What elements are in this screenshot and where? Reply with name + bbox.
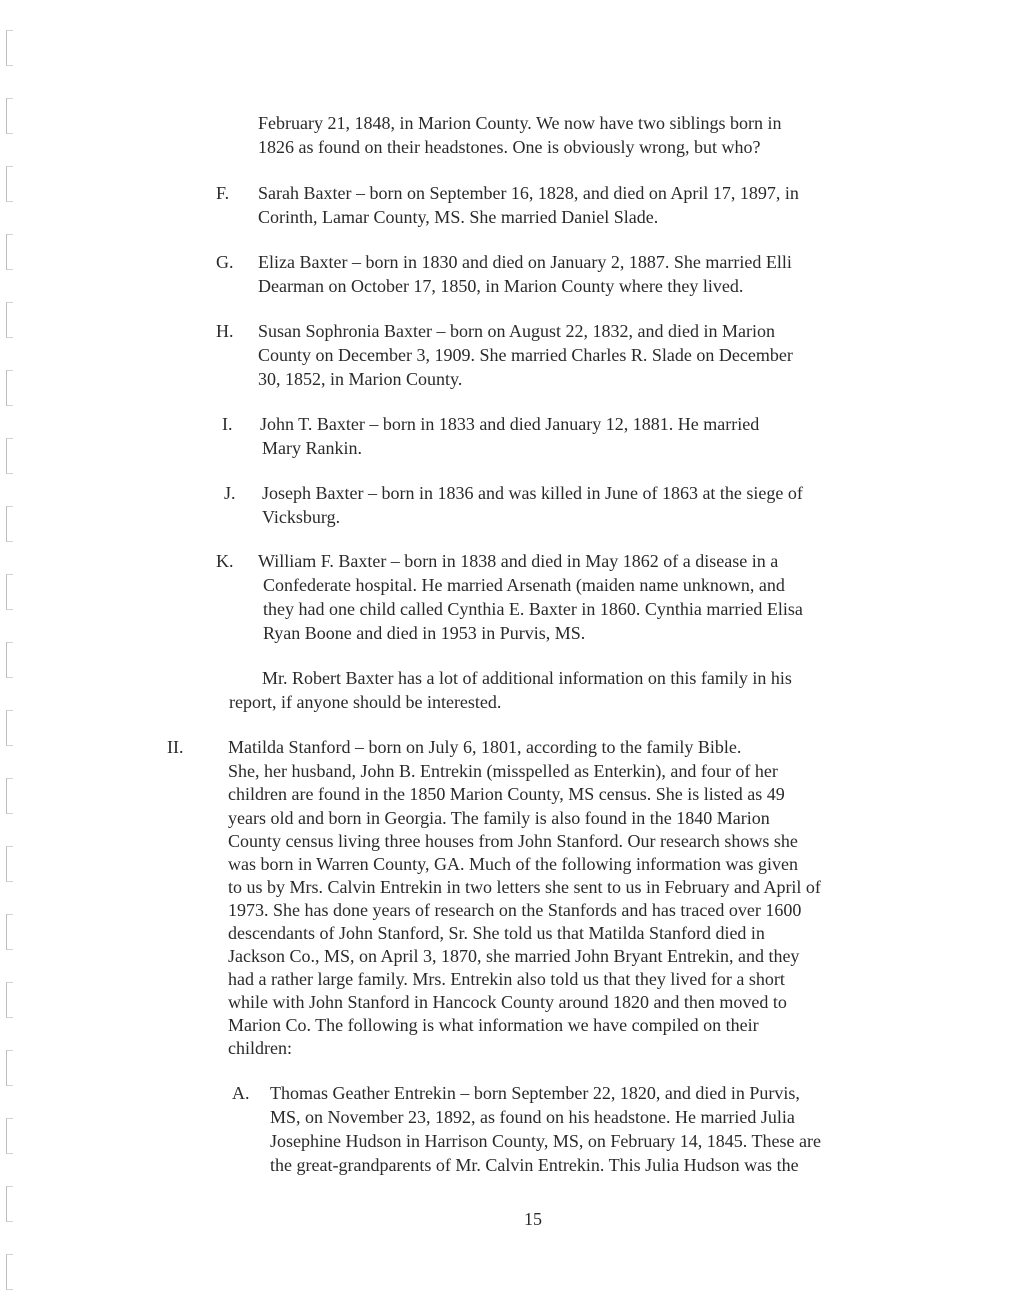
binding-hole-marks: [4, 30, 16, 1300]
list-item-label: K.: [216, 551, 234, 571]
text-line: Mary Rankin.: [262, 438, 362, 458]
text-line: County on December 3, 1909. She married Charles R. Slade on December: [258, 345, 793, 365]
binding-mark: [6, 846, 13, 882]
text-line: the great-grandparents of Mr. Calvin Entrekin. This Julia Hudson was the: [270, 1155, 799, 1175]
text-line: Thomas Geather Entrekin – born September 22, 1820, and died in Purvis,: [270, 1083, 800, 1103]
text-line: William F. Baxter – born in 1838 and died in May 1862 of a disease in a: [258, 551, 779, 571]
binding-mark: [6, 438, 13, 474]
binding-mark: [6, 574, 13, 610]
binding-mark: [6, 30, 13, 66]
binding-mark: [6, 506, 13, 542]
text-line: Jackson Co., MS, on April 3, 1870, she married John Bryant Entrekin, and they: [228, 946, 800, 966]
text-line: Sarah Baxter – born on September 16, 1828, and died on April 17, 1897, in: [258, 183, 799, 203]
binding-mark: [6, 98, 13, 134]
text-line: John T. Baxter – born in 1833 and died January 12, 1881. He married: [260, 414, 760, 434]
list-item-label: F.: [216, 183, 230, 203]
text-line: Vicksburg.: [262, 507, 341, 527]
text-line: while with John Stanford in Hancock County around 1820 and then moved to: [228, 992, 787, 1012]
text-line: Matilda Stanford – born on July 6, 1801, according to the family Bible.: [228, 737, 742, 757]
binding-mark: [6, 1050, 13, 1086]
text-line: children:: [228, 1038, 292, 1058]
text-line: Susan Sophronia Baxter – born on August 22, 1832, and died in Marion: [258, 321, 775, 341]
binding-mark: [6, 642, 13, 678]
list-item-label: J.: [224, 483, 236, 503]
text-line: was born in Warren County, GA. Much of the following information was given: [228, 854, 798, 874]
text-line: County census living three houses from John Stanford. Our research shows she: [228, 831, 798, 851]
list-item-label: I.: [222, 414, 233, 434]
section-label: II.: [167, 737, 184, 757]
text-line: children are found in the 1850 Marion County, MS census. She is listed as 49: [228, 784, 785, 804]
text-line: Josephine Hudson in Harrison County, MS, on February 14, 1845. These are: [270, 1131, 821, 1151]
text-line: years old and born in Georgia. The family is also found in the 1840 Marion: [228, 808, 770, 828]
text-line: Confederate hospital. He married Arsenath (maiden name unknown, and: [263, 575, 785, 595]
text-line: Corinth, Lamar County, MS. She married Daniel Slade.: [258, 207, 659, 227]
binding-mark: [6, 1254, 13, 1290]
text-line: report, if anyone should be interested.: [229, 692, 502, 712]
text-line: MS, on November 23, 1892, as found on his headstone. He married Julia: [270, 1107, 795, 1127]
binding-mark: [6, 778, 13, 814]
text-line: She, her husband, John B. Entrekin (misspelled as Enterkin), and four of her: [228, 761, 778, 781]
binding-mark: [6, 234, 13, 270]
binding-mark: [6, 302, 13, 338]
binding-mark: [6, 710, 13, 746]
binding-mark: [6, 914, 13, 950]
binding-mark: [6, 1118, 13, 1154]
text-line: 1826 as found on their headstones. One is obviously wrong, but who?: [258, 137, 761, 157]
binding-mark: [6, 982, 13, 1018]
list-item-label: H.: [216, 321, 234, 341]
text-line: Mr. Robert Baxter has a lot of additional information on this family in his: [262, 668, 792, 688]
text-line: had a rather large family. Mrs. Entrekin also told us that they lived for a short: [228, 969, 785, 989]
binding-mark: [6, 166, 13, 202]
text-line: February 21, 1848, in Marion County. We now have two siblings born in: [258, 113, 782, 133]
text-line: 1973. She has done years of research on the Stanfords and has traced over 1600: [228, 900, 802, 920]
binding-mark: [6, 370, 13, 406]
page-number: 15: [524, 1209, 542, 1229]
text-line: Dearman on October 17, 1850, in Marion County where they lived.: [258, 276, 744, 296]
binding-mark: [6, 1186, 13, 1222]
text-line: Marion Co. The following is what information we have compiled on their: [228, 1015, 759, 1035]
text-line: Ryan Boone and died in 1953 in Purvis, MS.: [263, 623, 586, 643]
text-line: Joseph Baxter – born in 1836 and was killed in June of 1863 at the siege of: [262, 483, 803, 503]
text-line: 30, 1852, in Marion County.: [258, 369, 463, 389]
text-line: Eliza Baxter – born in 1830 and died on January 2, 1887. She married Elli: [258, 252, 792, 272]
text-line: descendants of John Stanford, Sr. She told us that Matilda Stanford died in: [228, 923, 765, 943]
list-item-label: A.: [232, 1083, 250, 1103]
text-line: to us by Mrs. Calvin Entrekin in two letters she sent to us in February and April of: [228, 877, 821, 897]
list-item-label: G.: [216, 252, 234, 272]
text-line: they had one child called Cynthia E. Baxter in 1860. Cynthia married Elisa: [263, 599, 803, 619]
